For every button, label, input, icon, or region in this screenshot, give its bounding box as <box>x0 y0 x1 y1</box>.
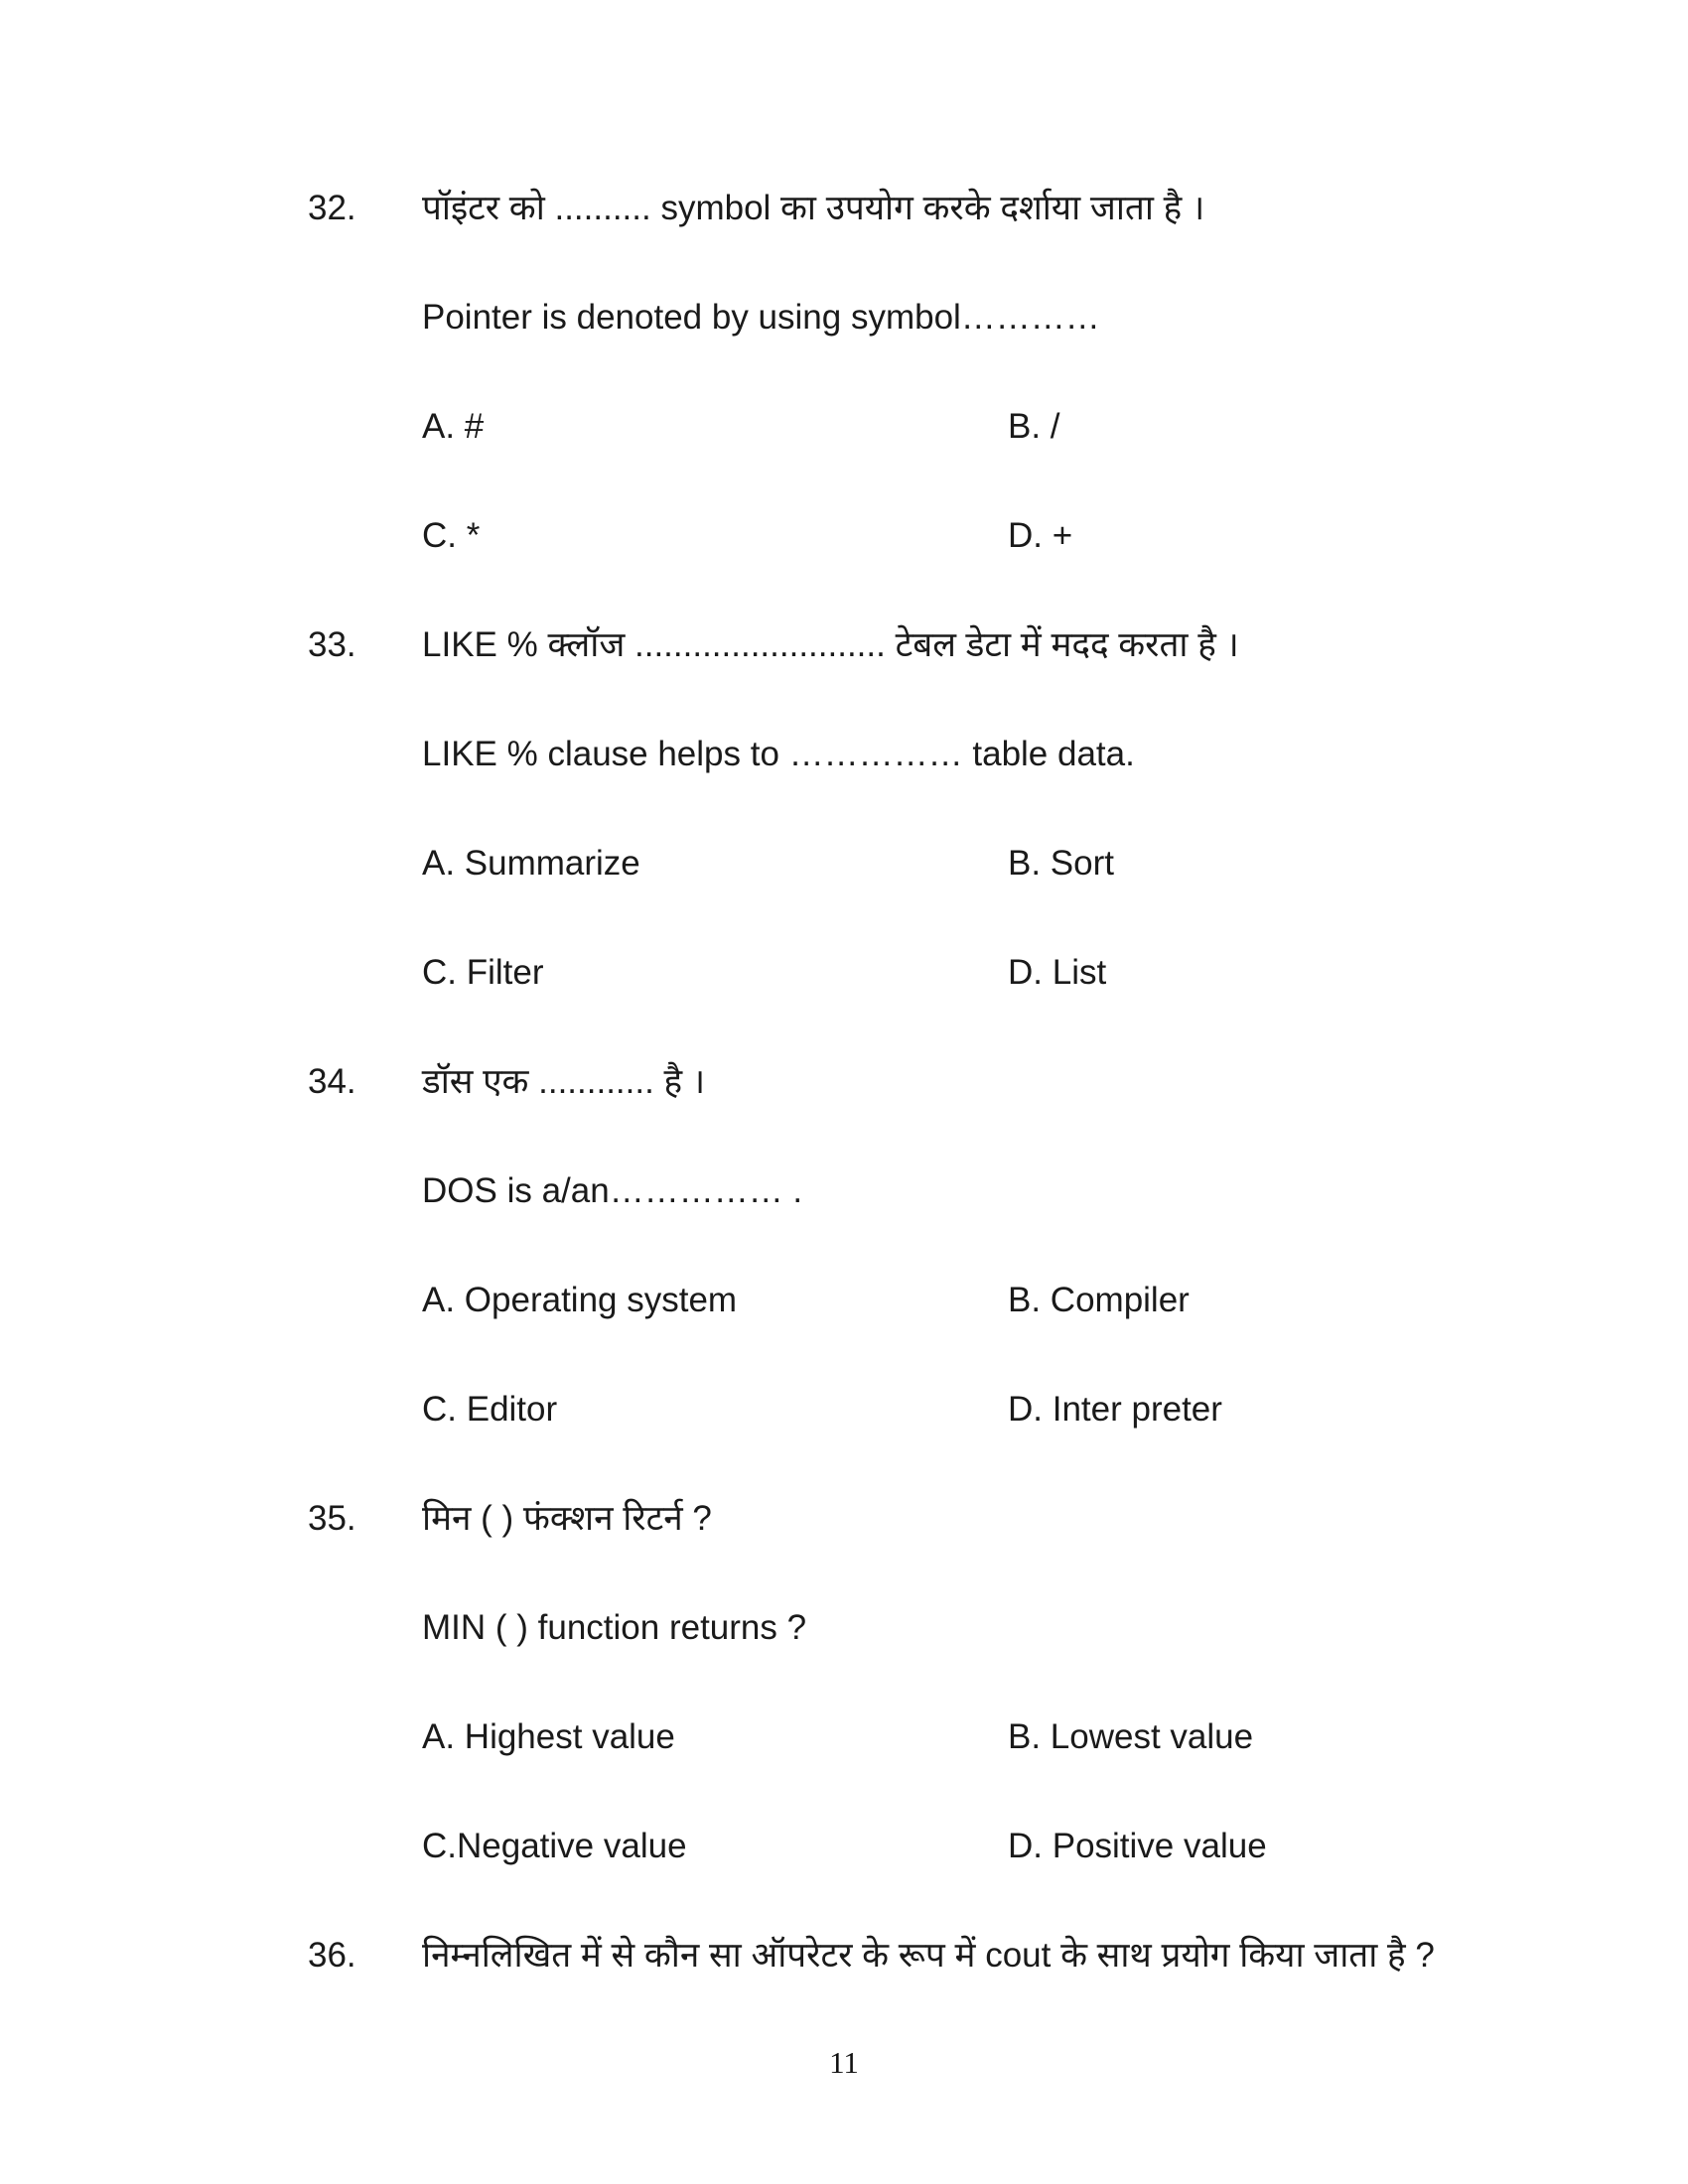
option-d: D. Positive value <box>1008 1827 1267 1865</box>
question-32-hindi-line <box>308 189 1688 228</box>
question-block-34 <box>0 1062 1688 1430</box>
option-c: C.Negative value <box>422 1827 687 1865</box>
question-number: 34. <box>308 1062 356 1101</box>
question-text-hindi: डॉस एक ............ है । <box>422 1062 706 1101</box>
page-number: 11 <box>829 2045 859 2080</box>
question-text-hindi: LIKE % क्लॉज .......................... टेबल डेटा में मदद करता है । <box>422 625 1239 664</box>
question-35-hindi-line <box>308 1499 1688 1539</box>
question-text-hindi: पॉइंटर को .......... symbol का उपयोग करके दर्शाया जाता है । <box>422 189 1205 227</box>
question-block-35 <box>0 1499 1688 1866</box>
question-block-33 <box>0 625 1688 993</box>
question-text-english: Pointer is denoted by using symbol………… <box>422 298 1100 337</box>
option-b: B. Sort <box>1008 844 1114 883</box>
option-c: C. * <box>422 516 481 555</box>
option-a: A. Operating system <box>422 1281 738 1319</box>
question-text-hindi: मिन ( ) फंक्शन रिटर्न ? <box>422 1499 712 1538</box>
question-block-32 <box>0 189 1688 556</box>
question-33-hindi-line <box>308 625 1688 665</box>
option-a: A. Highest value <box>422 1717 675 1756</box>
option-b: B. Lowest value <box>1008 1717 1254 1756</box>
question-34-options-row-2 <box>422 1390 1688 1430</box>
question-33-english-line <box>422 735 1688 774</box>
question-number: 36. <box>308 1936 356 1975</box>
question-35-options-row-2 <box>422 1827 1688 1866</box>
question-34-english-line <box>422 1171 1688 1211</box>
question-text-hindi: निम्नलिखित में से कौन सा ऑपरेटर के रूप में cout के साथ प्रयोग किया जाता है ? <box>422 1936 1435 1975</box>
question-text-english: MIN ( ) function returns ? <box>422 1608 807 1647</box>
question-33-options-row-2 <box>422 953 1688 993</box>
question-35-options-row-1 <box>422 1717 1688 1757</box>
question-text-english: LIKE % clause helps to …………… table data. <box>422 735 1135 773</box>
option-a: A. Summarize <box>422 844 640 883</box>
question-34-options-row-1 <box>422 1281 1688 1320</box>
option-d: D. + <box>1008 516 1073 555</box>
option-a: A. # <box>422 407 485 446</box>
option-d: D. List <box>1008 953 1107 992</box>
question-number: 32. <box>308 189 356 227</box>
question-36-hindi-line <box>308 1936 1688 1976</box>
question-number: 33. <box>308 625 356 664</box>
option-b: B. Compiler <box>1008 1281 1190 1319</box>
option-c: C. Editor <box>422 1390 558 1429</box>
question-block-36 <box>0 1936 1688 1976</box>
option-d: D. Inter preter <box>1008 1390 1222 1429</box>
question-32-options-row-1 <box>422 407 1688 447</box>
question-32-options-row-2 <box>422 516 1688 556</box>
question-32-english-line <box>422 298 1688 338</box>
question-34-hindi-line <box>308 1062 1688 1102</box>
question-33-options-row-1 <box>422 844 1688 884</box>
option-b: B. / <box>1008 407 1060 446</box>
option-c: C. Filter <box>422 953 544 992</box>
question-number: 35. <box>308 1499 356 1538</box>
question-text-english: DOS is a/an…………… . <box>422 1171 803 1210</box>
question-35-english-line <box>422 1608 1688 1648</box>
